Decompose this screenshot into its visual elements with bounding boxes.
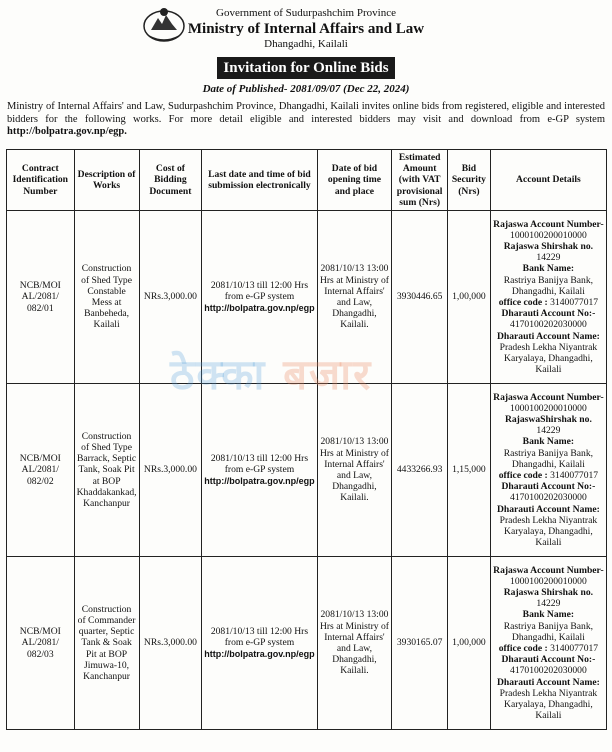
office-code: 3140077017 — [550, 643, 599, 654]
table-row — [7, 211, 607, 384]
notice-title: Invitation for Online Bids — [217, 57, 394, 79]
bank-label: Bank Name: — [522, 609, 575, 621]
submission-deadline — [202, 384, 317, 557]
watermark-part-1: ठेक्का — [170, 350, 267, 399]
rajaswa-number: 1000100200010000 — [510, 402, 587, 414]
account-details — [490, 211, 606, 384]
opening-details: 2081/10/13 13:00 Hrs at Ministry of Internal Affairs' and Law, Dhangadhi, Kailali. — [317, 384, 392, 557]
bids-table — [6, 149, 607, 730]
office-code: 3140077017 — [550, 297, 599, 308]
bank-label: Bank Name: — [522, 436, 575, 448]
submission-deadline — [202, 211, 317, 384]
office-code-label: office code : — [498, 297, 548, 308]
office-code-label: office code : — [498, 643, 548, 654]
shirshak-number: 14229 — [536, 425, 561, 437]
header-contract-id: Contract Identification Number — [7, 150, 75, 211]
bank-name: Rastriya Banijya Bank, Dhangadhi, Kailali — [503, 620, 594, 643]
contract-id: NCB/MOI AL/2081/ 082/03 — [7, 557, 75, 730]
government-line: Government of Sudurpashchim Province — [216, 7, 396, 19]
dharauti-label: Dharauti Account No:- — [501, 654, 596, 666]
deadline-text: 2081/10/13 till 12:00 Hrs from e-GP system — [210, 280, 309, 303]
dharauti-name: Pradesh Lekha Niyantrak Karyalaya, Dhangadhi, Kailali — [499, 514, 598, 549]
ministry-title: Ministry of Internal Affairs and Law — [187, 21, 425, 37]
header-estimated-amount: Estimated Amount (with VAT provisional sum (Nrs) — [392, 150, 448, 211]
dharauti-name: Pradesh Lekha Niyantrak Karyalaya, Dhangadhi, Kailali — [499, 341, 598, 376]
dharauti-name-label: Dharauti Account Name: — [496, 503, 600, 515]
rajaswa-label: Rajaswa Account Number- — [493, 391, 604, 403]
header-bid-security: Bid Security (Nrs) — [448, 150, 491, 211]
estimated-amount: 3930446.65 — [392, 211, 448, 384]
dharauti-label: Dharauti Account No:- — [501, 308, 596, 320]
rajaswa-number: 1000100200010000 — [510, 229, 587, 241]
letterhead — [0, 0, 612, 56]
rajaswa-label: Rajaswa Account Number- — [493, 564, 604, 576]
submission-deadline — [202, 557, 317, 730]
deadline-text: 2081/10/13 till 12:00 Hrs from e-GP system — [210, 453, 309, 476]
shirshak-label: Rajaswa Shirshak no. — [503, 586, 594, 598]
shirshak-label: RajaswaShirshak no. — [504, 413, 592, 425]
bid-security: 1,15,000 — [448, 384, 491, 557]
work-description: Construction of Shed Type Constable Mess at Banbeheda, Kailali — [74, 211, 139, 384]
bidding-cost: NRs.3,000.00 — [139, 211, 202, 384]
header-cost: Cost of Bidding Document — [139, 150, 202, 211]
header-deadline: Last date and time of bid submission electronically — [202, 150, 317, 211]
dharauti-number: 4170100202030000 — [510, 665, 587, 677]
dharauti-name-label: Dharauti Account Name: — [496, 676, 600, 688]
work-description: Construction of Shed Type Barrack, Septic Tank, Soak Pit at BOP Khaddakankad, Kanchanpur — [74, 384, 139, 557]
contract-id: NCB/MOI AL/2081/ 082/02 — [7, 384, 75, 557]
bid-security: 1,00,000 — [448, 557, 491, 730]
rajaswa-number: 1000100200010000 — [510, 575, 587, 587]
table-row — [7, 557, 607, 730]
estimated-amount: 4433266.93 — [392, 384, 448, 557]
bid-security: 1,00,000 — [448, 211, 491, 384]
estimated-amount: 3930165.07 — [392, 557, 448, 730]
intro-text: Ministry of Internal Affairs' and Law, Sudurpashchim Province, Dhangadhi, Kailali invites online bids from registered, eligible and interested bidders for the following works. For more detail eligible and interested bidders may visit and download from e-GP system — [7, 101, 605, 125]
bidding-cost: NRs.3,000.00 — [139, 557, 202, 730]
watermark-part-2: बजार — [283, 350, 373, 399]
published-date: Date of Published- 2081/09/07 (Dec 22, 2024) — [202, 83, 410, 95]
shirshak-number: 14229 — [536, 252, 561, 264]
header-account-details: Account Details — [490, 150, 606, 211]
dharauti-number: 4170100202030000 — [510, 319, 587, 331]
opening-details: 2081/10/13 13:00 Hrs at Ministry of Internal Affairs' and Law, Dhangadhi, Kailali. — [317, 557, 392, 730]
office-code: 3140077017 — [550, 470, 599, 481]
office-code-label: office code : — [498, 470, 548, 481]
deadline-text: 2081/10/13 till 12:00 Hrs from e-GP system — [210, 626, 309, 649]
header-opening: Date of bid opening time and place — [317, 150, 392, 211]
dharauti-name-label: Dharauti Account Name: — [496, 330, 600, 342]
work-description: Construction of Commander quarter, Septic Tank & Soak Pit at BOP Jimuwa-10, Kanchanpur — [74, 557, 139, 730]
bidding-cost: NRs.3,000.00 — [139, 384, 202, 557]
dharauti-number: 4170100202030000 — [510, 492, 587, 504]
account-details — [490, 384, 606, 557]
egp-url[interactable]: http://bolpatra.gov.np/egp — [204, 302, 315, 313]
bank-label: Bank Name: — [522, 263, 575, 275]
egp-url[interactable]: http://bolpatra.gov.np/egp — [204, 475, 315, 486]
contract-id: NCB/MOI AL/2081/ 082/01 — [7, 211, 75, 384]
egp-url[interactable]: http://bolpatra.gov.np/egp — [204, 648, 315, 659]
shirshak-label: Rajaswa Shirshak no. — [503, 240, 594, 252]
rajaswa-label: Rajaswa Account Number- — [493, 218, 604, 230]
bank-name: Rastriya Banijya Bank, Dhangadhi, Kailali — [503, 274, 594, 297]
egp-link[interactable]: http://bolpatra.gov.np/egp. — [7, 126, 127, 137]
location-line: Dhangadhi, Kailali — [264, 38, 348, 50]
account-details — [490, 557, 606, 730]
bank-name: Rastriya Banijya Bank, Dhangadhi, Kailali — [503, 447, 594, 470]
dharauti-name: Pradesh Lekha Niyantrak Karyalaya, Dhangadhi, Kailali — [499, 687, 598, 722]
table-header-row — [7, 150, 607, 211]
header-description: Description of Works — [74, 150, 139, 211]
shirshak-number: 14229 — [536, 598, 561, 610]
table-row — [7, 384, 607, 557]
opening-details: 2081/10/13 13:00 Hrs at Ministry of Internal Affairs' and Law, Dhangadhi, Kailali. — [317, 211, 392, 384]
intro-paragraph — [7, 101, 605, 139]
dharauti-label: Dharauti Account No:- — [501, 481, 596, 493]
